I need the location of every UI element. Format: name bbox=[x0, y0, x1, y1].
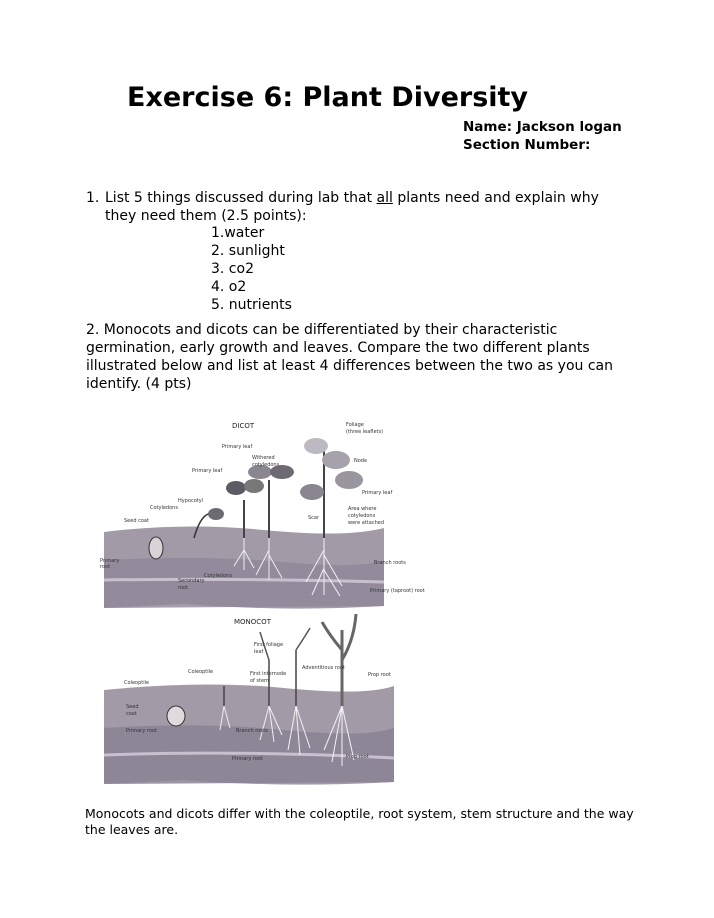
answer-text: Monocots and dicots differ with the coleoptile, root system, stem structure and the way the leaves are. bbox=[85, 806, 634, 837]
figure-label: Primary leaf bbox=[362, 490, 393, 496]
question-1-text-part: List 5 things discussed during lab that bbox=[105, 190, 377, 206]
figure-label: leaf bbox=[254, 649, 264, 655]
question-1-number: 1. bbox=[86, 190, 100, 206]
question-2-text: 2. Monocots and dicots can be differentiated by their characteristic germination, early growth and leaves. Compare the two different plants illustrated below and list at least 4 differences between the two as you can identify. (4 pts) bbox=[86, 322, 613, 392]
figure-label: Primary leaf bbox=[222, 444, 253, 450]
section-number: Section Number: bbox=[463, 137, 591, 153]
figure-label: cotyledons bbox=[252, 462, 280, 468]
figure-label: Cotyledons bbox=[150, 505, 178, 511]
figure-label: Cotyledons bbox=[204, 573, 232, 579]
page-title: Exercise 6: Plant Diversity bbox=[127, 82, 529, 113]
answer-item: 5. nutrients bbox=[211, 297, 292, 313]
answer-item: 1.water bbox=[211, 225, 265, 241]
figure-label: Prop root bbox=[368, 672, 391, 678]
plant-germination-figure bbox=[84, 410, 444, 795]
figure-label: Branch roots bbox=[374, 560, 406, 566]
figure-label: Seed bbox=[126, 704, 139, 710]
figure-label: Primary leaf bbox=[192, 468, 223, 474]
figure-label: Primary bbox=[100, 558, 120, 564]
answer-item: 3. co2 bbox=[211, 261, 254, 277]
figure-label: of stem bbox=[250, 678, 269, 684]
figure-label: Primary (taproot) root bbox=[370, 588, 425, 594]
figure-label: Secondary bbox=[178, 578, 205, 584]
figure-label: Hypocotyl bbox=[178, 498, 204, 504]
monocot-title: MONOCOT bbox=[234, 618, 271, 626]
dicot-title: DICOT bbox=[232, 422, 255, 430]
figure-label: First foliage bbox=[254, 642, 284, 648]
figure-label: Foliage bbox=[346, 422, 364, 428]
figure-label: cotyledons bbox=[348, 513, 376, 519]
answer-item: 4. o2 bbox=[211, 279, 247, 295]
figure-label: Primary root bbox=[232, 756, 263, 762]
question-1-text bbox=[105, 189, 625, 225]
figure-label: Adventitious root bbox=[302, 665, 345, 671]
figure-label: Area where bbox=[348, 506, 377, 512]
figure-label: Coleoptile bbox=[124, 680, 150, 686]
figure-label: Scar bbox=[308, 515, 320, 521]
figure-label: coat bbox=[126, 711, 137, 717]
figure-label: root bbox=[178, 585, 189, 591]
answer-item: 2. sunlight bbox=[211, 243, 285, 259]
figure-label: Seed coat bbox=[124, 518, 149, 524]
figure-label: (three leaflets) bbox=[346, 429, 384, 435]
answer-list bbox=[211, 224, 292, 314]
figure-label: Node bbox=[354, 458, 368, 464]
figure-label: Coleoptile bbox=[188, 669, 214, 675]
student-name: Name: Jackson logan bbox=[463, 119, 622, 135]
figure-label: First internode bbox=[250, 671, 287, 677]
figure-label: Branch roots bbox=[236, 728, 268, 734]
question-1-text-part: plants need and explain why they need them (2.5 points): bbox=[105, 190, 599, 224]
figure-label: root bbox=[100, 564, 111, 570]
question-1-underlined-word: all bbox=[376, 190, 393, 206]
figure-label: Prop root bbox=[346, 754, 369, 760]
figure-label: Withered bbox=[252, 455, 275, 461]
figure-label: Primary root bbox=[126, 728, 157, 734]
figure-label: were attached bbox=[348, 520, 384, 526]
